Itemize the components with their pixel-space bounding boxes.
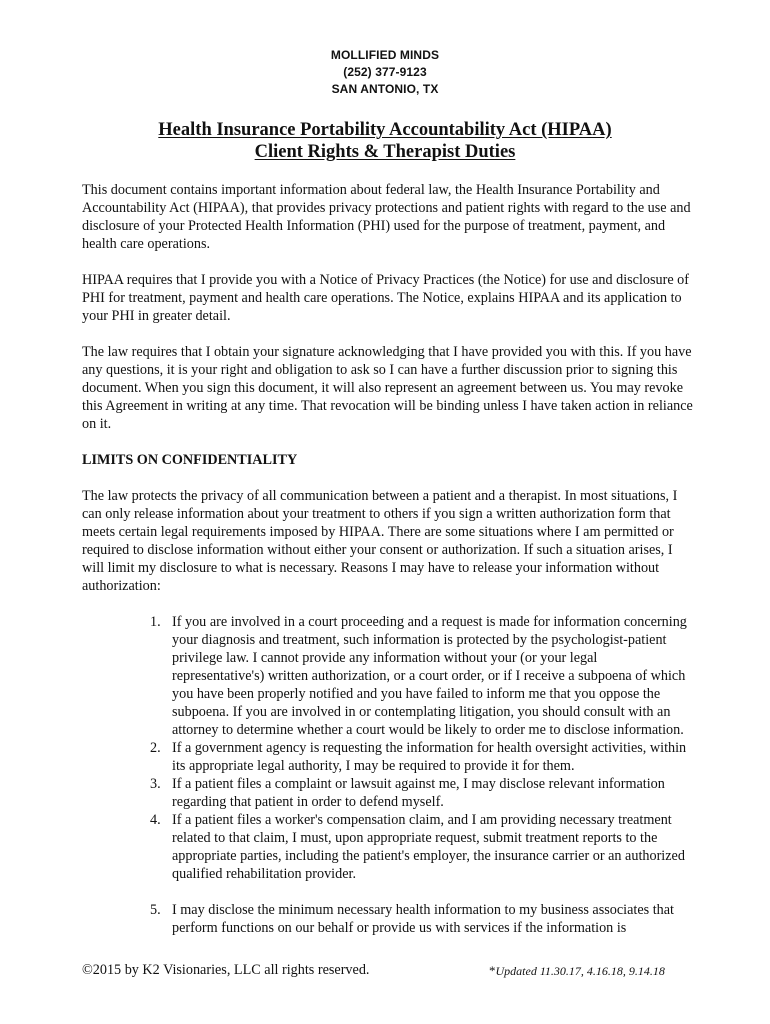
list-item-text: If you are involved in a court proceeding and a request is made for information concerning your diagnosis and treatment, such information is protected by the psychologist-patient privilege law. I cannot provide any information without your (or your legal representative's) written authorization, or a court order, or if I receive a subpoena of which you have been properly notified and you have failed to inform me that you oppose the subpoena. If you are involved in or contemplating litigation, you should consult with an attorney to determine whether a court would be likely to order me to disclose information.: [172, 614, 687, 738]
letterhead: [0, 47, 770, 98]
copyright-notice: ©2015 by K2 Visionaries, LLC all rights reserved.: [82, 962, 370, 978]
title-line-2: Client Rights & Therapist Duties: [254, 142, 516, 162]
list-item-text: I may disclose the minimum necessary health information to my business associates that perform functions on our behalf or provide us with services if the information is: [172, 902, 674, 936]
reasons-list: [145, 613, 691, 937]
document-body: [82, 181, 694, 937]
list-item: [145, 811, 691, 883]
practice-location: SAN ANTONIO, TX: [331, 82, 439, 96]
updated-dates: Updated 11.30.17, 4.16.18, 9.14.18: [495, 964, 665, 978]
list-item-number: 2.: [150, 740, 161, 756]
list-item: [145, 739, 691, 775]
paragraph-signature: The law requires that I obtain your signature acknowledging that I have provided you with this. If you have any questions, it is your right and obligation to ask so I can have a further discussion prior to signing this document. When you sign this document, it will also represent an agreement between us. You may revoke this Agreement in writing at any time. That revocation will be binding unless I have taken action in reliance on it.: [82, 344, 693, 432]
updated-asterisk: *: [489, 963, 496, 978]
list-item-number: 1.: [150, 614, 161, 630]
paragraph-notice: HIPAA requires that I provide you with a Notice of Privacy Practices (the Notice) for use and disclosure of PHI for treatment, payment and health care operations. The Notice, explains HIPAA and its application to your PHI in greater detail.: [82, 272, 690, 324]
paragraph-intro: This document contains important information about federal law, the Health Insurance Portability and Accountability Act (HIPAA), that provides privacy protections and patient rights with regard to the use and disclosure of your Protected Health Information (PHI) used for the purpose of treatment, payment, and health care operations.: [82, 182, 691, 252]
page-footer: [82, 962, 682, 982]
practice-phone: (252) 377-9123: [343, 65, 427, 79]
updated-note: [489, 963, 665, 979]
list-item: [145, 901, 691, 937]
list-item-number: 5.: [150, 902, 161, 918]
list-item: [145, 775, 691, 811]
document-title: [0, 119, 770, 163]
list-item-number: 4.: [150, 812, 161, 828]
paragraph-limits-intro: The law protects the privacy of all communication between a patient and a therapist. In most situations, I can only release information about your treatment to others if you sign a written authorization form that meets certain legal requirements imposed by HIPAA. There are some situations where I am permitted or required to disclose information without either your consent or authorization. If such a situation arises, I will limit my disclosure to what is necessary. Reasons I may have to release your information without authorization:: [82, 488, 678, 594]
list-item-text: If a government agency is requesting the information for health oversight activities, within its appropriate legal authority, I may be required to provide it for them.: [172, 740, 687, 774]
list-item: [145, 613, 691, 739]
list-item-text: If a patient files a complaint or lawsuit against me, I may disclose relevant information regarding that patient in order to defend myself.: [172, 776, 665, 810]
practice-name: MOLLIFIED MINDS: [330, 48, 440, 62]
list-item-number: 3.: [150, 776, 161, 792]
title-line-1: Health Insurance Portability Accountability Act (HIPAA): [158, 120, 612, 140]
section-heading-limits: LIMITS ON CONFIDENTIALITY: [82, 452, 298, 468]
list-item-text: If a patient files a worker's compensation claim, and I am providing necessary treatment related to that claim, I must, upon appropriate request, submit treatment reports to the appropriate parties, including the patient's employer, the insurance carrier or an authorized qualified rehabilitation provider.: [172, 812, 685, 882]
